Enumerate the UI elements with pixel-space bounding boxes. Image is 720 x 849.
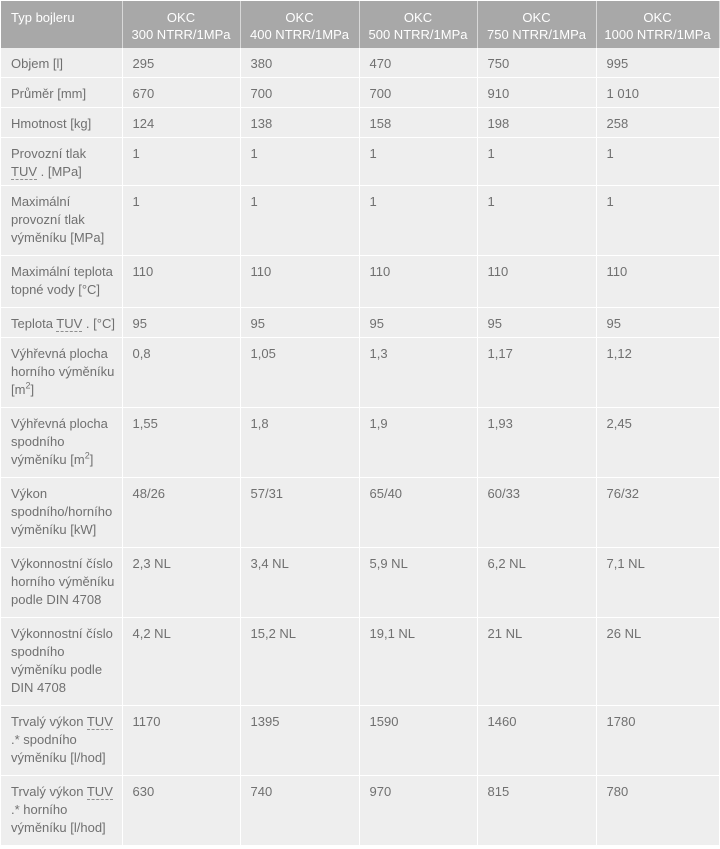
cell-value: 110 [477, 256, 596, 308]
cell-value: 258 [596, 108, 719, 138]
cell-value: 1780 [596, 706, 719, 776]
table-row [1, 338, 719, 408]
table-header-row [1, 1, 719, 48]
row-label: Výkonnostní číslo spodního výměníku podle DIN 4708 [1, 618, 122, 706]
cell-value: 110 [240, 256, 359, 308]
table-row [1, 108, 719, 138]
cell-value: 1 010 [596, 78, 719, 108]
cell-value: 1 [122, 138, 240, 186]
header-type-label: Typ bojleru [1, 1, 122, 48]
cell-value: 95 [477, 308, 596, 338]
header-model-1000: OKC 1000 NTRR/1MPa [596, 1, 719, 48]
cell-value: 780 [596, 776, 719, 846]
cell-value: 970 [359, 776, 477, 846]
cell-value: 2,45 [596, 408, 719, 478]
table-row [1, 548, 719, 618]
cell-value: 19,1 NL [359, 618, 477, 706]
cell-value: 1 [477, 138, 596, 186]
cell-value: 2,3 NL [122, 548, 240, 618]
cell-value: 1 [122, 186, 240, 256]
cell-value: 1 [596, 186, 719, 256]
cell-value: 124 [122, 108, 240, 138]
table-row [1, 776, 719, 846]
cell-value: 95 [359, 308, 477, 338]
cell-value: 21 NL [477, 618, 596, 706]
row-label: Výkonnostní číslo horního výměníku podle DIN 4708 [1, 548, 122, 618]
cell-value: 1,05 [240, 338, 359, 408]
cell-value: 3,4 NL [240, 548, 359, 618]
cell-value: 670 [122, 78, 240, 108]
tuv-abbr: TUV [86, 784, 113, 799]
header-model-500: OKC 500 NTRR/1MPa [359, 1, 477, 48]
cell-value: 1 [240, 186, 359, 256]
table-row [1, 308, 719, 338]
row-label: Průměr [mm] [1, 78, 122, 108]
row-label: Maximální teplota topné vody [°C] [1, 256, 122, 308]
cell-value: 0,8 [122, 338, 240, 408]
table-row [1, 78, 719, 108]
cell-value: 95 [122, 308, 240, 338]
cell-value: 630 [122, 776, 240, 846]
header-model-400: OKC 400 NTRR/1MPa [240, 1, 359, 48]
cell-value: 470 [359, 48, 477, 78]
cell-value: 138 [240, 108, 359, 138]
cell-value: 1590 [359, 706, 477, 776]
cell-value: 60/33 [477, 478, 596, 548]
header-model-750: OKC 750 NTRR/1MPa [477, 1, 596, 48]
cell-value: 15,2 NL [240, 618, 359, 706]
table-row [1, 706, 719, 776]
cell-value: 1,17 [477, 338, 596, 408]
row-label: Maximální provozní tlak výměníku [MPa] [1, 186, 122, 256]
cell-value: 1460 [477, 706, 596, 776]
cell-value: 48/26 [122, 478, 240, 548]
cell-value: 700 [240, 78, 359, 108]
cell-value: 380 [240, 48, 359, 78]
cell-value: 295 [122, 48, 240, 78]
table-row [1, 256, 719, 308]
cell-value: 57/31 [240, 478, 359, 548]
cell-value: 198 [477, 108, 596, 138]
header-model-300: OKC 300 NTRR/1MPa [122, 1, 240, 48]
cell-value: 995 [596, 48, 719, 78]
cell-value: 1 [477, 186, 596, 256]
cell-value: 1,8 [240, 408, 359, 478]
cell-value: 1 [359, 186, 477, 256]
cell-value: 1395 [240, 706, 359, 776]
row-label: Výhřevná plocha spodního výměníku $[m^2]$ [1, 408, 122, 478]
cell-value: 110 [122, 256, 240, 308]
row-label: Trvalý výkon TUV .* horního výměníku [l/hod] [1, 776, 122, 846]
row-label: Provozní tlak TUV . [MPa] [1, 138, 122, 186]
cell-value: 815 [477, 776, 596, 846]
cell-value: 1,9 [359, 408, 477, 478]
cell-value: 4,2 NL [122, 618, 240, 706]
table-row [1, 138, 719, 186]
row-label: Trvalý výkon TUV .* spodního výměníku [l/hod] [1, 706, 122, 776]
tuv-abbr: TUV [86, 714, 113, 729]
cell-value: 740 [240, 776, 359, 846]
boiler-spec-table [1, 1, 720, 846]
cell-value: 700 [359, 78, 477, 108]
cell-value: 5,9 NL [359, 548, 477, 618]
row-label: Hmotnost [kg] [1, 108, 122, 138]
tuv-abbr: TUV [56, 316, 83, 331]
cell-value: 1,93 [477, 408, 596, 478]
table-row [1, 618, 719, 706]
cell-value: 76/32 [596, 478, 719, 548]
cell-value: 110 [596, 256, 719, 308]
row-label: Výkon spodního/horního výměníku [kW] [1, 478, 122, 548]
cell-value: 750 [477, 48, 596, 78]
cell-value: 110 [359, 256, 477, 308]
cell-value: 910 [477, 78, 596, 108]
row-label: Teplota TUV . [°C] [1, 308, 122, 338]
cell-value: 65/40 [359, 478, 477, 548]
table-row [1, 186, 719, 256]
cell-value: 1 [596, 138, 719, 186]
cell-value: 95 [240, 308, 359, 338]
table-row [1, 408, 719, 478]
table-row [1, 48, 719, 78]
cell-value: 1170 [122, 706, 240, 776]
table-row [1, 478, 719, 548]
cell-value: 1,55 [122, 408, 240, 478]
cell-value: 95 [596, 308, 719, 338]
cell-value: 26 NL [596, 618, 719, 706]
cell-value: 1 [240, 138, 359, 186]
cell-value: 7,1 NL [596, 548, 719, 618]
cell-value: 6,2 NL [477, 548, 596, 618]
cell-value: 1 [359, 138, 477, 186]
cell-value: 1,3 [359, 338, 477, 408]
cell-value: 158 [359, 108, 477, 138]
row-label: Výhřevná plocha horního výměníku $[m^2]$ [1, 338, 122, 408]
tuv-abbr: TUV [11, 164, 37, 179]
cell-value: 1,12 [596, 338, 719, 408]
row-label: Objem [l] [1, 48, 122, 78]
